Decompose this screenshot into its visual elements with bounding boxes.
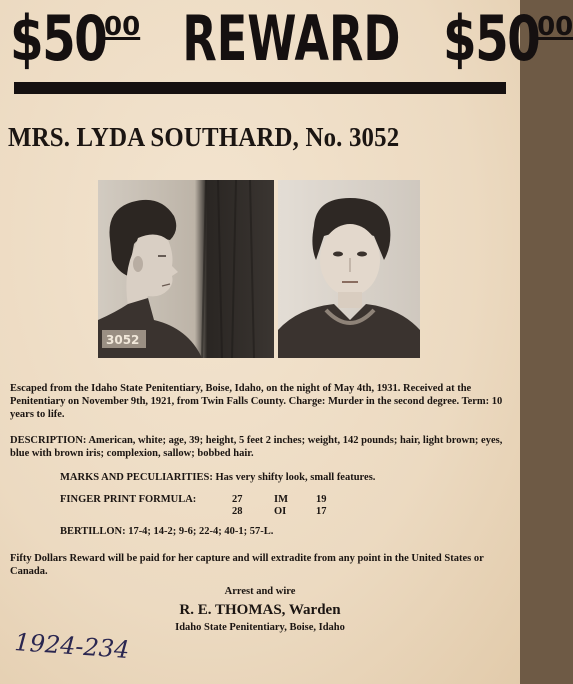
mugshot-profile-photo: [98, 180, 274, 358]
fingerprint-value: OI: [274, 506, 287, 517]
placard-number: 3052: [106, 333, 140, 347]
warden-signature: R. E. THOMAS, Warden: [179, 602, 341, 618]
front-portrait-image: [278, 180, 420, 358]
fingerprint-value: 19: [316, 494, 327, 505]
fingerprint-value: 27: [232, 494, 243, 505]
fingerprint-row-1: [232, 494, 358, 506]
prison-address: Idaho State Penitentiary, Boise, Idaho: [175, 622, 345, 633]
profile-portrait-image: [98, 180, 274, 358]
handwritten-catalog-number: 1924-234: [13, 628, 131, 665]
marks-peculiarities: MARKS AND PECULIARITIES: Has very shifty look, small features.: [60, 472, 376, 483]
escape-details: Escaped from the Idaho State Penitentiary, Boise, Idaho, on the night of May 4th, 1931. Received at the Penitentiary on November 9th, 1921, from Twin Falls County. Charge: Murder in the second degree. Term: 10 years to life.: [10, 383, 503, 420]
reward-amount-left: [10, 2, 140, 76]
physical-description: DESCRIPTION: American, white; age, 39; height, 5 feet 2 inches; weight, 142 pounds; hair, light brown; eyes, blue with brown iris; complexion, sallow; bobbed hair.: [10, 435, 503, 459]
reward-dollars: $50: [443, 2, 540, 75]
fingerprint-row-2: [232, 506, 358, 518]
header-rule: [14, 82, 506, 94]
mugshot-front-photo: [278, 180, 420, 358]
fingerprint-formula: [232, 494, 358, 518]
reward-dollars: $50: [10, 2, 107, 75]
fingerprint-value: 17: [316, 506, 327, 517]
fingerprint-value: IM: [274, 494, 288, 505]
reward-amount-right: [443, 2, 573, 76]
bertillon-measurements: BERTILLON: 17-4; 14-2; 9-6; 22-4; 40-1; 57-L.: [60, 526, 274, 537]
reward-cents: 00: [104, 12, 141, 42]
arrest-instruction: Arrest and wire: [224, 586, 296, 597]
reward-cents: 00: [537, 12, 573, 42]
fugitive-name: MRS. LYDA SOUTHARD, No. 3052: [8, 122, 400, 152]
reward-terms: Fifty Dollars Reward will be paid for her capture and will extradite from any point in the United States or Canada.: [10, 553, 484, 577]
reward-header: [10, 2, 573, 82]
fingerprint-value: 28: [232, 506, 243, 517]
reward-title: REWARD: [182, 2, 401, 75]
handwritten-note: [10, 620, 200, 680]
fingerprint-label: FINGER PRINT FORMULA:: [60, 494, 197, 505]
